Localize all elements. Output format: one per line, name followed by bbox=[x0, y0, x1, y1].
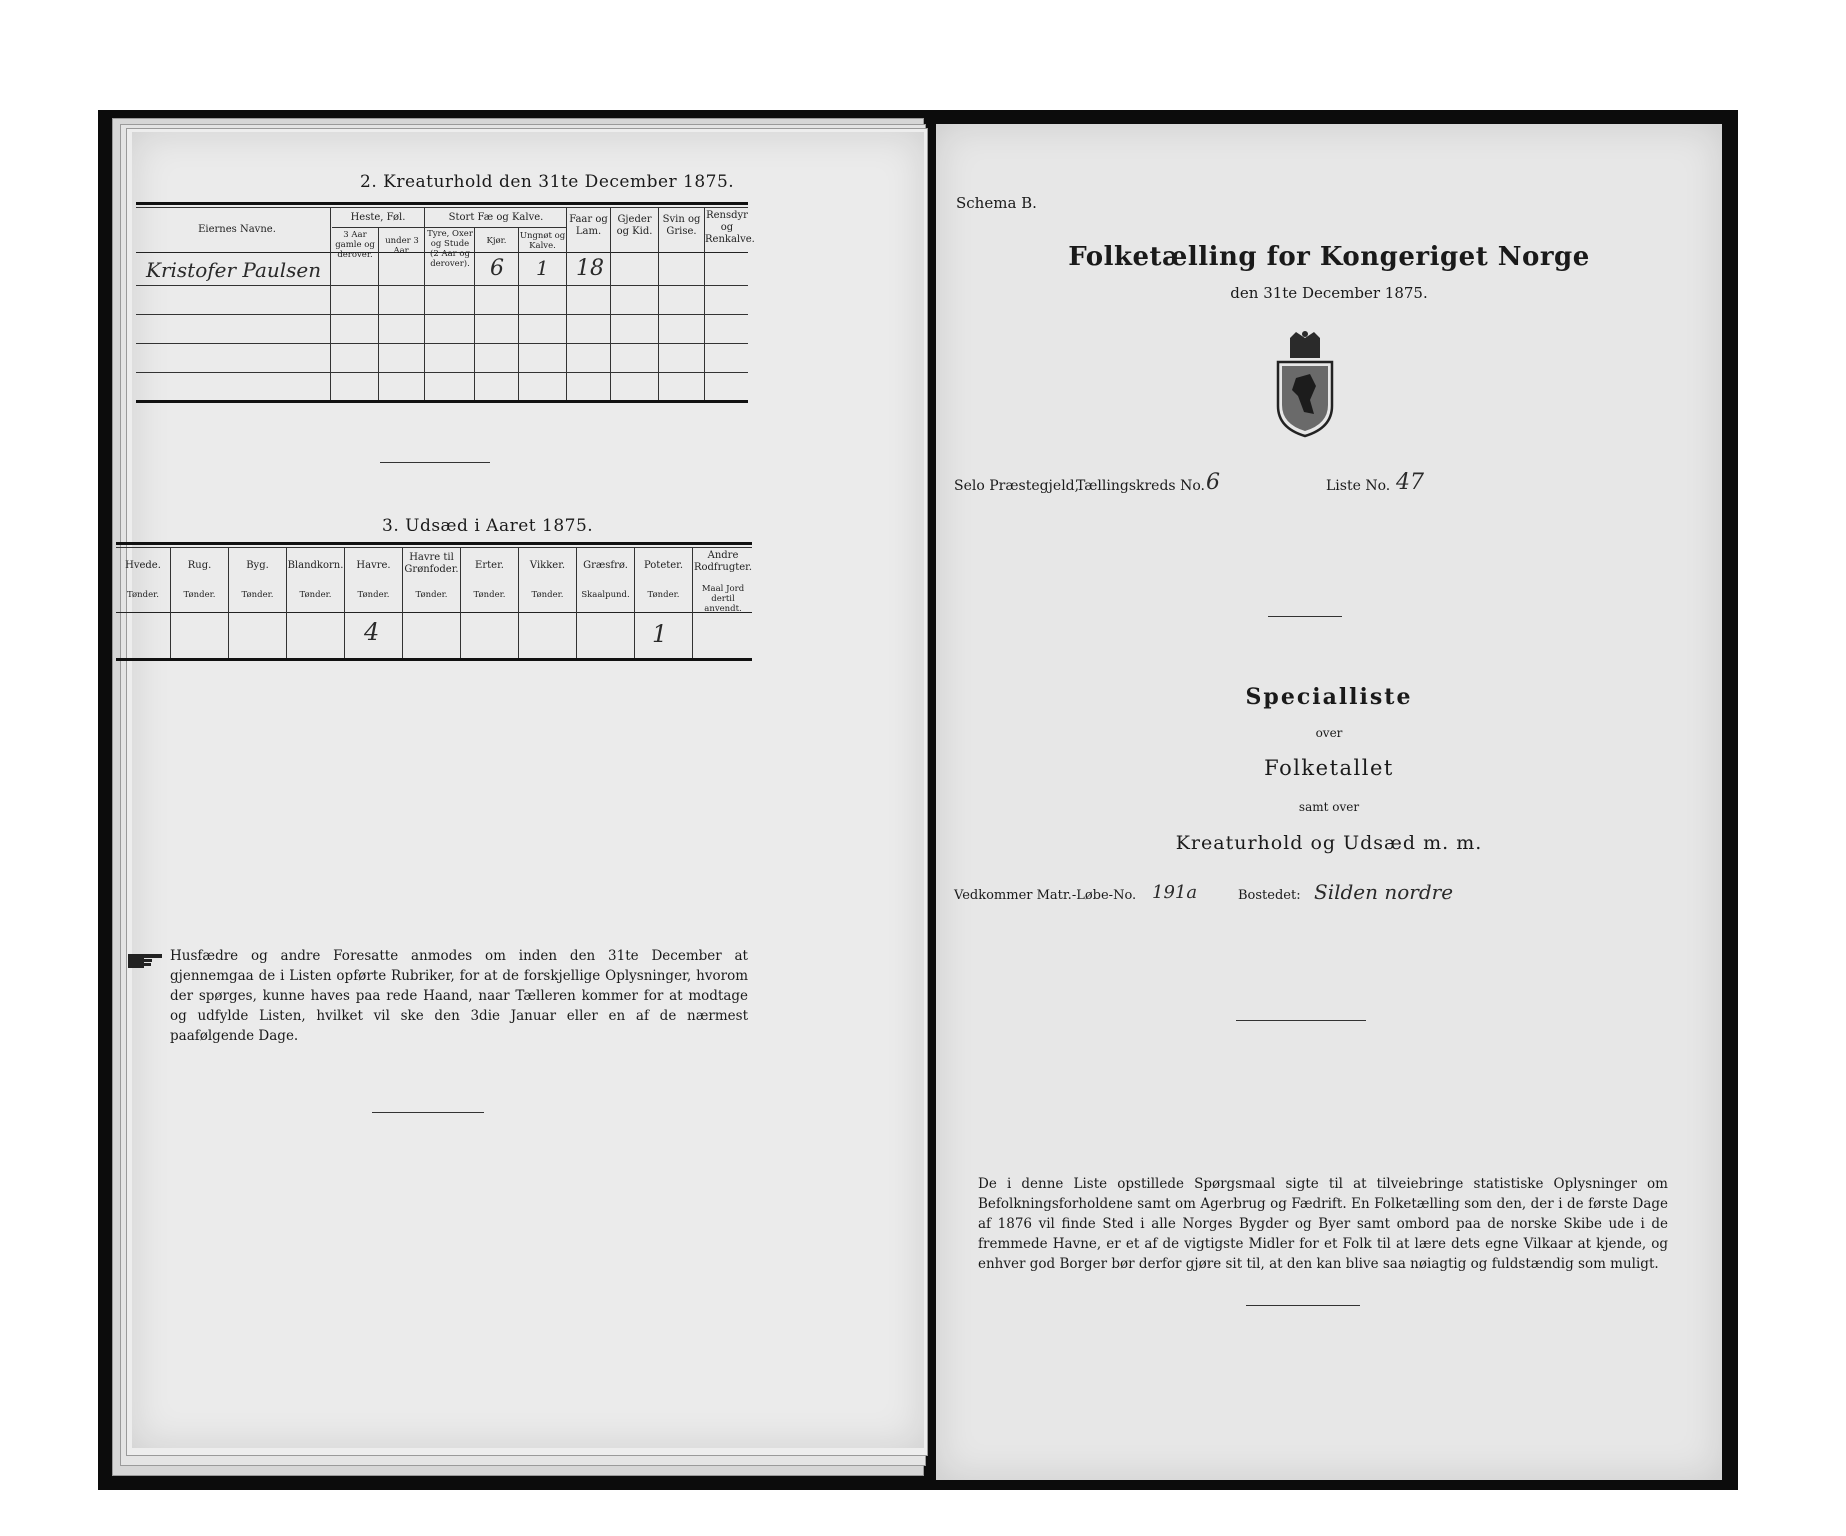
col-byg-unit: Tønder. bbox=[241, 590, 274, 600]
col-havre-gronfoder-unit: Tønder. bbox=[415, 590, 448, 600]
kreds-label: Tællingskreds No. bbox=[1076, 478, 1205, 494]
divider bbox=[1246, 1305, 1360, 1306]
table-rule bbox=[136, 285, 748, 286]
header-stort-fae: Stort Fæ og Kalve. bbox=[448, 212, 544, 223]
samt-over-label: samt over bbox=[1298, 800, 1360, 814]
value-faar: 18 bbox=[576, 256, 604, 281]
col-vikker-unit: Tønder. bbox=[531, 590, 564, 600]
table-rule bbox=[136, 372, 748, 373]
matr-label: Vedkommer Matr.-Løbe-No. bbox=[954, 888, 1137, 903]
table-rule bbox=[116, 547, 752, 548]
col-rug-unit: Tønder. bbox=[183, 590, 216, 600]
col-havre-gronfoder: Havre til Grønfoder. bbox=[404, 552, 459, 575]
notice-text: Husfædre og andre Foresatte anmodes om inden den 31te December at gjennemgaa de i Listen opførte Rubriker, for at de forskjellige Oplysninger, hvorom der spørges, kunne haves paa rede Haand, naar Tælleren kommer for at modtage og udfylde Listen, hvilket vil ske den 3die Januar eller en af de nærmest paafølgende Dage. bbox=[170, 948, 748, 1044]
bosted-label: Bostedet: bbox=[1238, 888, 1301, 903]
pointing-hand-icon bbox=[126, 948, 164, 972]
col-graesfro-unit: Skaalpund. bbox=[581, 590, 630, 600]
table-rule bbox=[116, 542, 752, 545]
col-rug: Rug. bbox=[187, 560, 212, 571]
col-graesfro: Græsfrø. bbox=[583, 560, 628, 571]
matr-value: 191a bbox=[1152, 882, 1198, 903]
col-erter-unit: Tønder. bbox=[473, 590, 506, 600]
prestegjeld-label: Selo Præstegjeld, bbox=[954, 478, 1080, 494]
table-column-rule bbox=[330, 207, 331, 400]
col-andre-rodfrugter: Andre Rodfrugter. bbox=[693, 550, 753, 573]
liste-label: Liste No. bbox=[1326, 478, 1391, 494]
page-title: Folketælling for Kongeriget Norge bbox=[1068, 242, 1590, 272]
col-havre-unit: Tønder. bbox=[357, 590, 390, 600]
value-havre: 4 bbox=[364, 618, 380, 646]
header-heste-a: 3 Aar gamle og derover. bbox=[335, 230, 375, 260]
divider bbox=[1268, 616, 1342, 617]
value-poteter: 1 bbox=[652, 620, 668, 648]
schema-label: Schema B. bbox=[956, 194, 1037, 212]
header-ungnot: Ungnøt og Kalve. bbox=[519, 231, 566, 251]
title-date: den 31te December 1875. bbox=[1230, 284, 1428, 302]
col-byg: Byg. bbox=[246, 560, 269, 571]
value-ungnot: 1 bbox=[536, 256, 549, 280]
kreds-value: 6 bbox=[1206, 470, 1220, 495]
info-paragraph: De i denne Liste opstillede Spørgsmaal sigte til at tilveiebringe statistiske Oplysninger om Befolkningsforholdene samt om Agerbrug og Fædrift. En Folketælling som den, der i de første Dage af 1876 vil finde Sted i alle Norges Bygder og Byer samt ombord paa de norske Skibe ude i de fremmede Havne, er et af de vigtigste Midler for et Folk til at lære dets egne Vilkaar at kjende, og enhver god Borger bør derfor gjøre sit til, at den kan blive saa nøiagtig og fuldstændig som muligt. bbox=[978, 1176, 1668, 1272]
header-svin: Svin og Grise. bbox=[662, 214, 701, 237]
col-poteter: Poteter. bbox=[643, 560, 684, 571]
header-heste-b: under 3 Aar. bbox=[385, 236, 419, 256]
section-3-title: 3. Udsæd i Aaret 1875. bbox=[382, 516, 594, 536]
value-kjor: 6 bbox=[490, 256, 504, 281]
table-rule bbox=[426, 227, 566, 228]
header-gjeder: Gjeder og Kid. bbox=[616, 214, 653, 237]
header-owner: Eiernes Navne. bbox=[198, 224, 276, 235]
liste-value: 47 bbox=[1396, 470, 1424, 495]
over-label: over bbox=[1315, 726, 1343, 740]
divider bbox=[380, 462, 490, 463]
divider bbox=[1236, 1020, 1366, 1021]
col-erter: Erter. bbox=[475, 560, 504, 571]
header-stort-a: Tyre, Oxer og Stude (2 Aar og derover). bbox=[427, 229, 473, 269]
col-blandkorn-unit: Tønder. bbox=[299, 590, 332, 600]
header-faar: Faar og Lam. bbox=[569, 214, 608, 237]
table-rule bbox=[332, 227, 428, 228]
col-poteter-unit: Tønder. bbox=[647, 590, 680, 600]
right-page bbox=[936, 124, 1722, 1480]
table-rule bbox=[136, 343, 748, 344]
col-hvede: Hvede. bbox=[125, 560, 161, 571]
table-rule bbox=[136, 207, 748, 208]
left-page bbox=[125, 132, 924, 1448]
table-rule bbox=[136, 314, 748, 315]
col-andre-rodfrugter-unit: Maal Jord dertil anvendt. bbox=[701, 584, 745, 614]
table-rule bbox=[116, 612, 752, 613]
header-heste: Heste, Føl. bbox=[350, 212, 406, 223]
section-2-title: 2. Kreaturhold den 31te December 1875. bbox=[360, 172, 735, 192]
col-vikker: Vikker. bbox=[529, 560, 566, 571]
divider bbox=[372, 1112, 484, 1113]
specialliste-heading: Specialliste bbox=[1245, 684, 1413, 710]
header-kjor: Kjør. bbox=[486, 236, 507, 246]
kreaturhold-heading: Kreaturhold og Udsæd m. m. bbox=[1175, 832, 1483, 854]
table-rule bbox=[136, 202, 748, 205]
col-havre: Havre. bbox=[356, 560, 391, 571]
col-hvede-unit: Tønder. bbox=[127, 590, 159, 600]
coat-of-arms-icon bbox=[1270, 330, 1340, 440]
folketallet-heading: Folketallet bbox=[1264, 756, 1394, 780]
table-column-rule bbox=[518, 227, 519, 400]
table-column-rule bbox=[474, 227, 475, 400]
table-rule bbox=[116, 658, 752, 661]
bosted-value: Silden nordre bbox=[1314, 880, 1454, 904]
header-rensdyr: Rensdyr og Renkalve. bbox=[705, 210, 755, 245]
col-blandkorn: Blandkorn. bbox=[287, 560, 344, 571]
owner-name: Kristofer Paulsen bbox=[146, 258, 322, 282]
table-rule bbox=[136, 400, 748, 403]
